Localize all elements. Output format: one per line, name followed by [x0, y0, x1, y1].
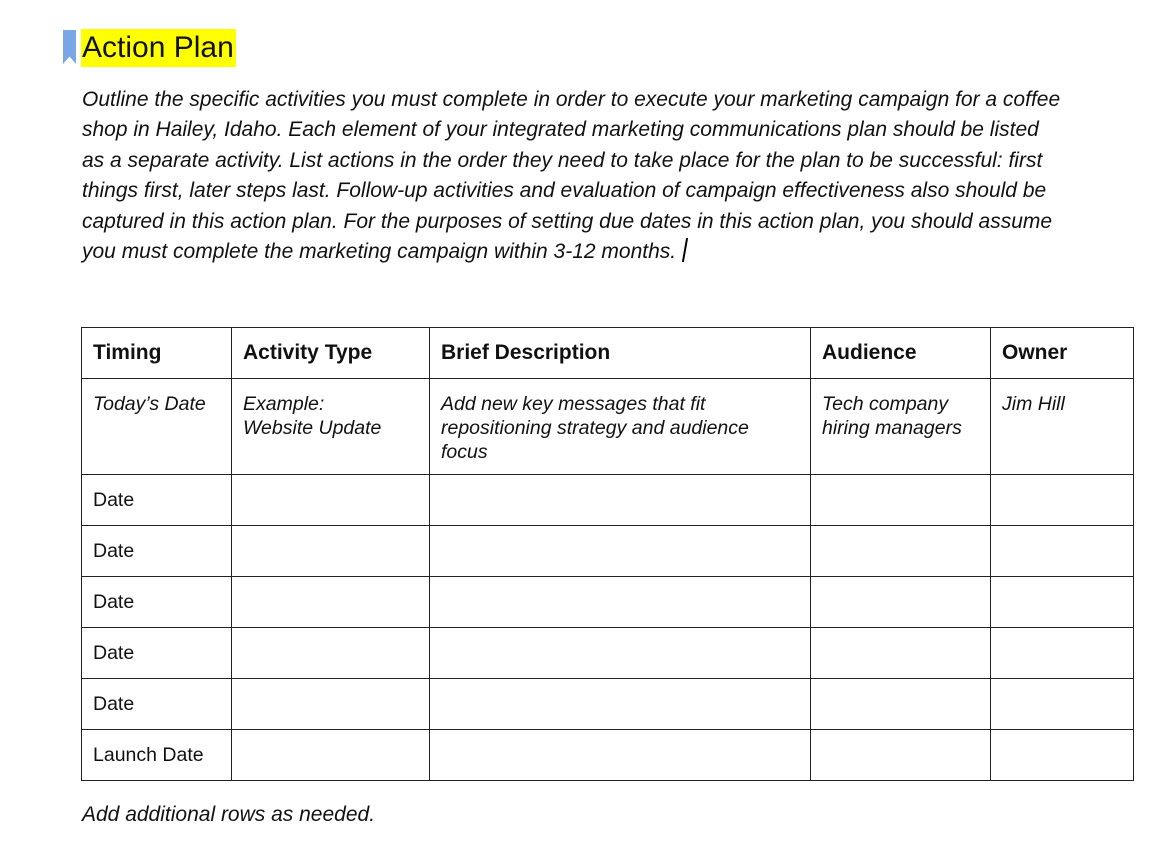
- footnote-text: Add additional rows as needed.: [82, 803, 376, 826]
- table-cell[interactable]: [811, 730, 991, 781]
- table-cell[interactable]: [991, 679, 1134, 730]
- table-cell[interactable]: [991, 730, 1134, 781]
- header-cell[interactable]: Activity Type: [232, 328, 430, 379]
- table-cell[interactable]: [430, 526, 811, 577]
- table-cell[interactable]: [811, 526, 991, 577]
- table-row: [82, 628, 1134, 679]
- table-row-example: [82, 379, 1134, 475]
- table-cell[interactable]: Date: [82, 577, 232, 628]
- table-cell[interactable]: [430, 628, 811, 679]
- table-row: [82, 679, 1134, 730]
- table-cell[interactable]: Tech company hiring managers: [811, 379, 991, 475]
- table-cell[interactable]: Date: [82, 475, 232, 526]
- table-cell[interactable]: [232, 526, 430, 577]
- table-cell[interactable]: Date: [82, 679, 232, 730]
- text-cursor: [682, 238, 688, 262]
- table-cell[interactable]: Add new key messages that fit repositioning strategy and audience focus: [430, 379, 811, 475]
- table-cell[interactable]: [991, 526, 1134, 577]
- table-cell[interactable]: [991, 475, 1134, 526]
- header-cell[interactable]: Audience: [811, 328, 991, 379]
- table-cell[interactable]: [811, 475, 991, 526]
- action-plan-table: [81, 327, 1134, 781]
- table-cell[interactable]: [232, 628, 430, 679]
- table-cell[interactable]: [811, 577, 991, 628]
- table-cell[interactable]: Launch Date: [82, 730, 232, 781]
- table-cell[interactable]: [430, 730, 811, 781]
- table-cell[interactable]: [232, 577, 430, 628]
- intro-paragraph[interactable]: [82, 85, 1062, 267]
- table-header-row: [82, 328, 1134, 379]
- table-cell[interactable]: [430, 475, 811, 526]
- bookmark-icon[interactable]: [63, 30, 76, 64]
- table-cell[interactable]: [232, 475, 430, 526]
- table-cell[interactable]: Date: [82, 526, 232, 577]
- heading-action-plan: Action Plan: [81, 29, 236, 67]
- table-cell[interactable]: [811, 679, 991, 730]
- table-cell[interactable]: [232, 679, 430, 730]
- table-cell[interactable]: [430, 679, 811, 730]
- table-cell[interactable]: Date: [82, 628, 232, 679]
- header-cell[interactable]: Owner: [991, 328, 1134, 379]
- table-row: [82, 526, 1134, 577]
- table-cell[interactable]: Today’s Date: [82, 379, 232, 475]
- table-cell[interactable]: [991, 628, 1134, 679]
- table-cell[interactable]: [430, 577, 811, 628]
- header-cell[interactable]: Timing: [82, 328, 232, 379]
- table-row: [82, 577, 1134, 628]
- header-cell[interactable]: Brief Description: [430, 328, 811, 379]
- table-cell[interactable]: Jim Hill: [991, 379, 1134, 475]
- intro-text: Outline the specific activities you must complete in order to execute your marketing campaign for a coffee shop in Hailey, Idaho. Each element of your integrated marketing communications plan should be listed as a separate activity. List actions in the order they need to take place for the plan to be successful: first things first, later steps last. Follow-up activities and evaluation of campaign effectiveness also should be captured in this action plan. For the purposes of setting due dates in this action plan, you should assume you must complete the marketing campaign within 3-12 months.: [82, 88, 1061, 264]
- table-cell[interactable]: [811, 628, 991, 679]
- table-row: [82, 730, 1134, 781]
- table-row: [82, 475, 1134, 526]
- table-cell[interactable]: Example: Website Update: [232, 379, 430, 475]
- table-cell[interactable]: [991, 577, 1134, 628]
- table-cell[interactable]: [232, 730, 430, 781]
